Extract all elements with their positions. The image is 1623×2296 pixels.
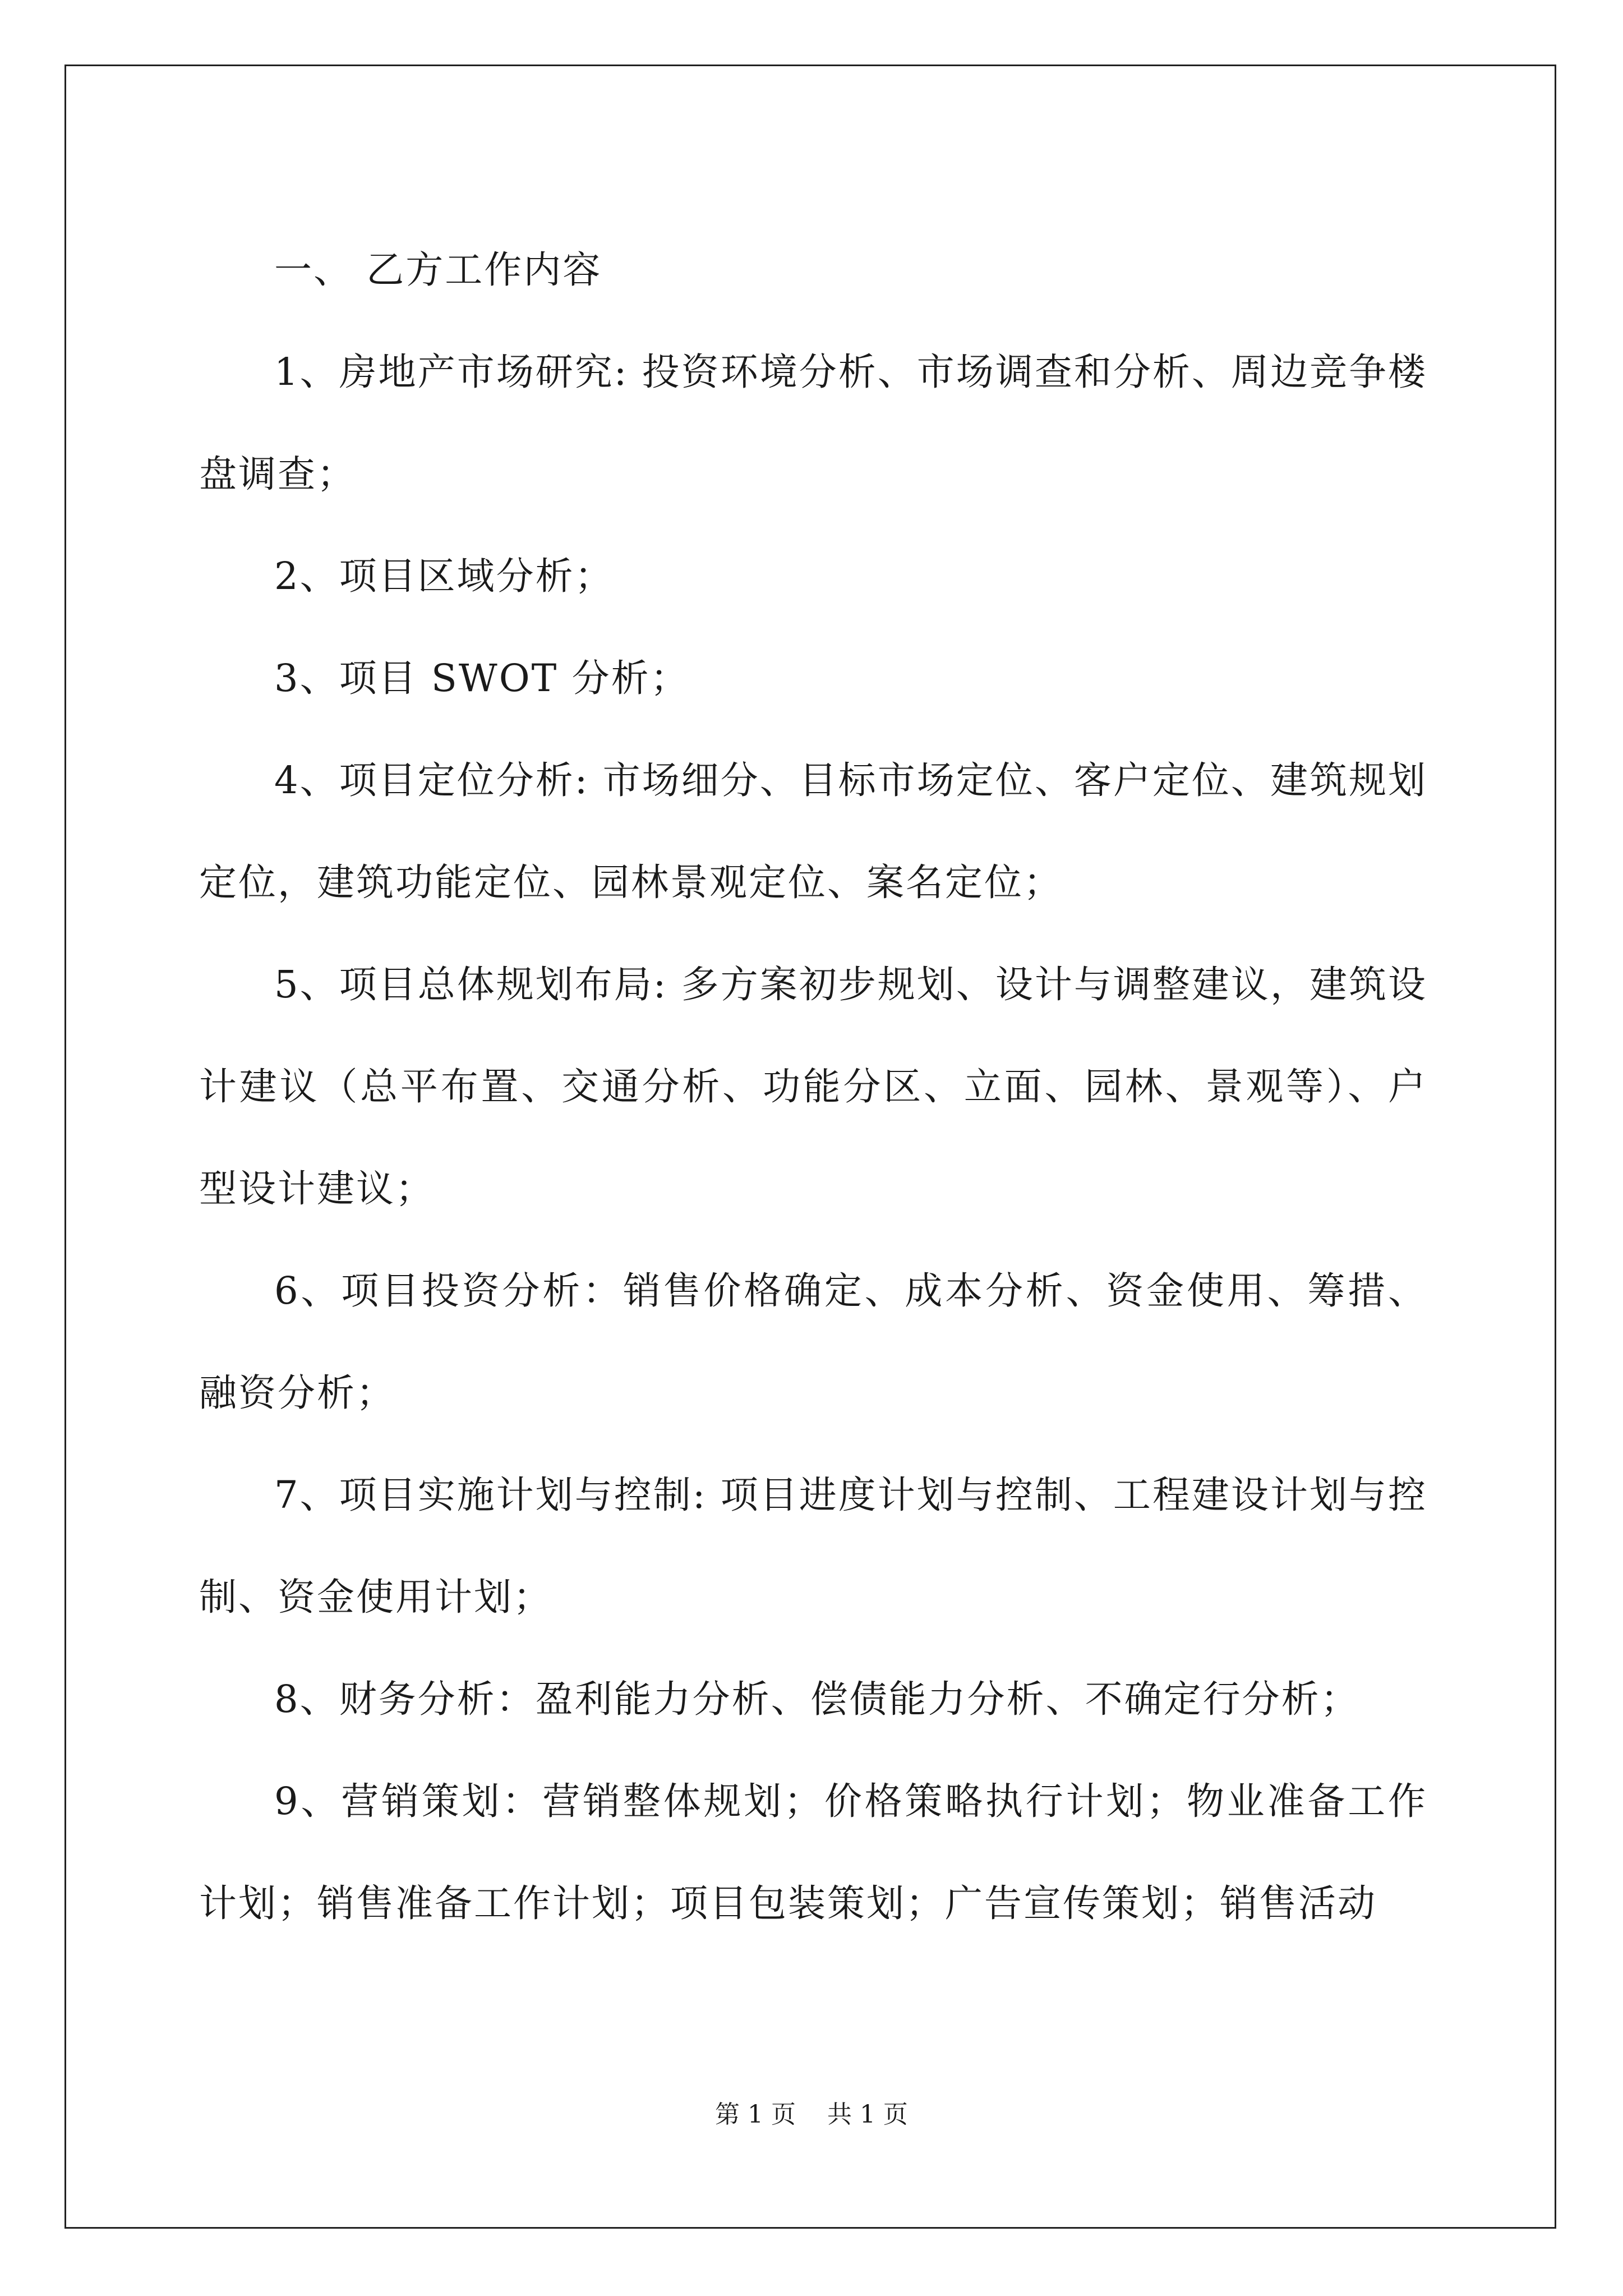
page-footer <box>0 2098 1623 2132</box>
page-total: 共 1 页 <box>827 2100 908 2129</box>
paragraph-3: 3、项目 SWOT 分析； <box>274 656 690 700</box>
paragraph-9: 9、营销策划：营销整体规划；价格策略执行计划；物业准备工作计划；销售准备工作计划；项目包装策划；广告宣传策划；销售活动 <box>199 1779 1427 1925</box>
section-heading: 一、 乙方工作内容 <box>274 248 602 292</box>
paragraph-6: 6、项目投资分析：销售价格确定、成本分析、资金使用、筹措、融资分析； <box>199 1269 1427 1415</box>
paragraph-7: 7、项目实施计划与控制: 项目进度计划与控制、工程建设计划与控制、资金使用计划； <box>199 1473 1427 1619</box>
paragraph-8: 8、财务分析：盈利能力分析、偿债能力分析、不确定行分析； <box>274 1677 1360 1721</box>
paragraph-5: 5、项目总体规划布局: 多方案初步规划、设计与调整建议，建筑设计建议（总平布置、交通分析、功能分区、立面、园林、景观等）、户型设计建议； <box>199 963 1427 1211</box>
page-number: 第 1 页 <box>715 2100 796 2129</box>
document-body <box>199 219 1427 1954</box>
paragraph-2: 2、项目区域分析； <box>274 554 614 598</box>
paragraph-4: 4、项目定位分析: 市场细分、目标市场定位、客户定位、建筑规划定位，建筑功能定位、园林景观定位、案名定位； <box>199 758 1427 904</box>
paragraph-1: 1、房地产市场研究: 投资环境分析、市场调查和分析、周边竞争楼盘调查； <box>199 350 1427 496</box>
